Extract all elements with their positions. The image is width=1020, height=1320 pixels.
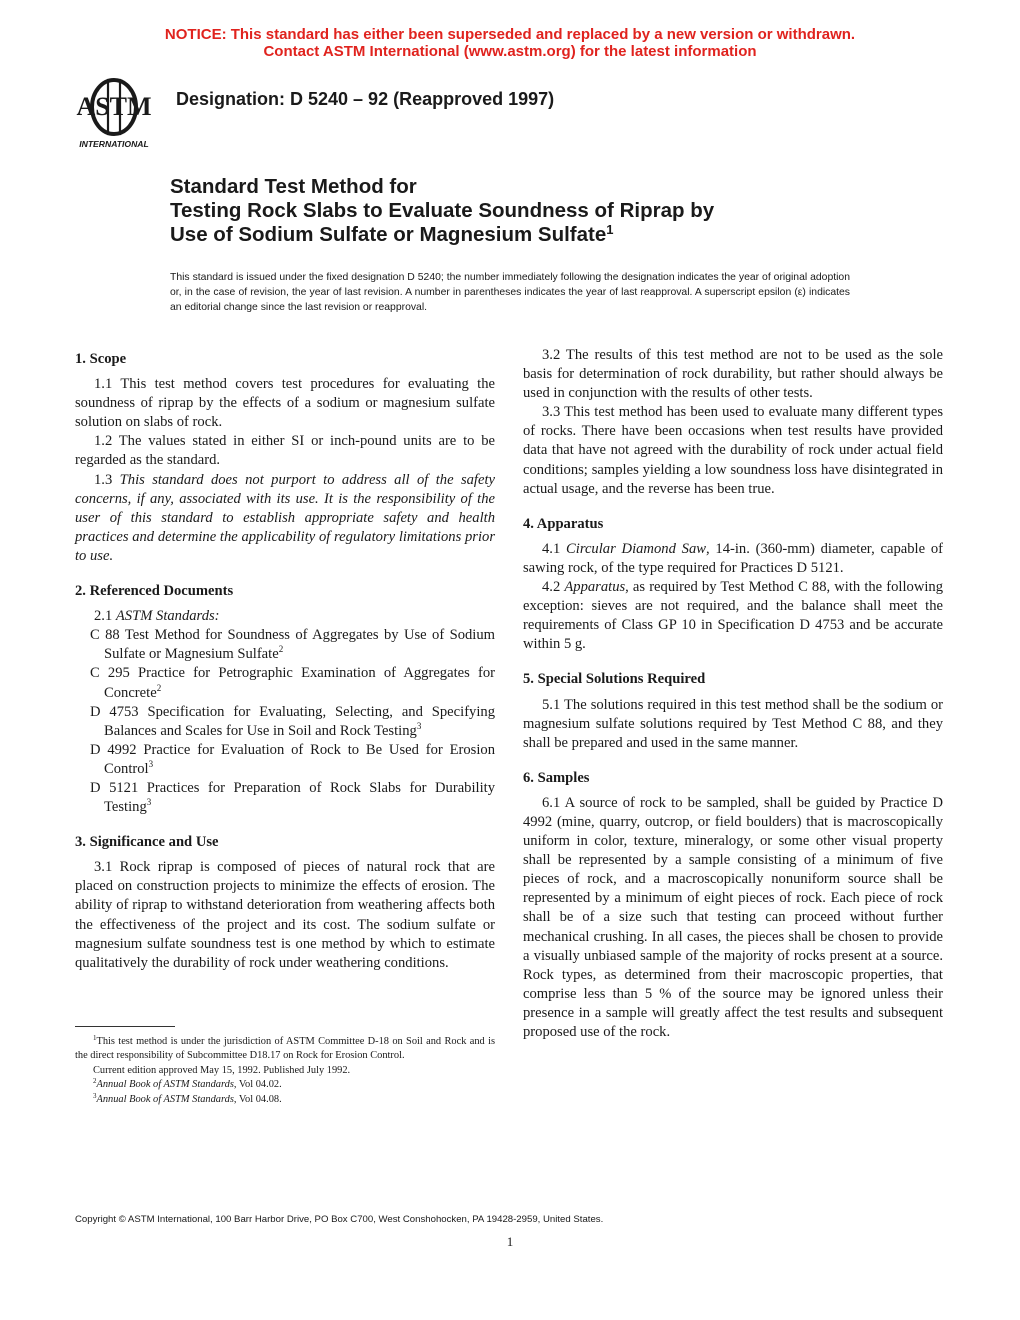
designation: Designation: D 5240 – 92 (Reapproved 1997) [176, 89, 555, 109]
footnote-3: $^3$Annual Book of ASTM Standards, Vol 04.08. [93, 1091, 282, 1105]
reference-item: D 4992 Practice for Evaluation of Rock to Be Used for Erosion Control$^3$ [90, 741, 495, 777]
section-heading-apparatus: 4. Apparatus [523, 515, 604, 532]
reference-item: C 88 Test Method for Soundness of Aggregates by Use of Sodium Sulfate or Magnesium Sulfate$^2$ [90, 627, 495, 663]
footnotes [75, 1035, 495, 1107]
footnote-2: $^2$Annual Book of ASTM Standards, Vol 04.02. [93, 1077, 282, 1091]
paragraph-6-1: 6.1 A source of rock to be sampled, shall be guided by Practice D 4992 (mine, quarry, outcrop, or field boulders) that is macroscopically uniform in color, texture, mineralogy, or some other visual property shall be represented by a sample consisting of a minimum of five pieces of rock, and a macroscopically nonuniform source shall be represented by a minimum of eight pieces of rock. Each piece of rock shall be of a size such that testing can proceed without further mechanical crushing. In all cases, the pieces shall be chosen to provide a visually unbiased sample of the majority of rocks present at a source. Rock types, as determined from their macroscopic properties, that comprise less than 5 % of the source may be ignored unless their presence in a sample will greatly affect the test results and subsequent proposed use of the rock. [523, 794, 943, 1040]
notice-line-2: Contact ASTM International (www.astm.org) for the latest information [263, 43, 757, 60]
footnote-1: $^1$This test method is under the jurisdiction of ASTM Committee D-18 on Soil and Rock and is the direct responsibility of Subcommittee D18.17 on Rock for Erosion Control. [75, 1034, 495, 1062]
section-heading-referenced-documents: 2. Referenced Documents [75, 583, 234, 600]
logo-text: ASTM [76, 92, 152, 121]
paragraph-3-1: 3.1 Rock riprap is composed of pieces of natural rock that are placed on construction projects to minimize the effects of erosion. The ability of riprap to withstand deterioration from weathering affects both the effectiveness of the project and its cost. The sodium sulfate or magnesium sulfate soundness test is one method by which to estimate qualitatively the durability of rock under weathering conditions. [75, 859, 495, 971]
paragraph-3-2: 3.2 The results of this test method are not to be used as the sole basis for determination of rock durability, but rather should always be used in conjunction with the results of other tests. [523, 347, 943, 402]
title-line-2: Testing Rock Slabs to Evaluate Soundness of Riprap by [170, 199, 715, 222]
reference-item: C 295 Practice for Petrographic Examination of Aggregates for Concrete$^2$ [90, 665, 495, 701]
notice-line-1: NOTICE: This standard has either been superseded and replaced by a new version or withdrawn. [164, 26, 856, 43]
notice-banner [0, 26, 1020, 60]
paragraph-1-1: 1.1 This test method covers test procedures for evaluating the soundness of riprap by the effects of a sodium or magnesium sulfate solution on slabs of rock. [75, 376, 495, 431]
title-line-3: Use of Sodium Sulfate or Magnesium Sulfate [170, 223, 607, 246]
copyright-notice: Copyright © ASTM International, 100 Barr Harbor Drive, PO Box C700, West Conshohocken, PA 19428-2959, United States. [75, 1214, 604, 1225]
title-line-1: Standard Test Method for [170, 175, 417, 198]
paragraph-1-3: 1.3 This standard does not purport to address all of the safety concerns, if any, associated with its use. It is the responsibility of the user of this standard to establish appropriate safety and health practices and determine the applicability of regulatory limitations prior to use. [75, 471, 495, 564]
section-heading-samples: 6. Samples [523, 769, 590, 786]
paragraph-4-1: 4.1 Circular Diamond Saw, 14-in. (360-mm) diameter, capable of sawing rock, of the type required for Practices D 5121. [523, 540, 943, 576]
reference-item: D 4753 Specification for Evaluating, Selecting, and Specifying Balances and Scales for Use in Soil and Rock Testing$^3$ [90, 703, 495, 739]
page-number: 1 [506, 1234, 514, 1249]
right-column [523, 346, 943, 1042]
footnote-1-edition: Current edition approved May 15, 1992. Published July 1992. [93, 1064, 351, 1076]
logo-subtext: INTERNATIONAL [79, 139, 149, 149]
left-column [75, 346, 495, 973]
document-title [170, 175, 870, 247]
reference-item: D 5121 Practices for Preparation of Rock Slabs for Durability Testing$^3$ [90, 779, 495, 816]
paragraph-2-1: 2.1 ASTM Standards: [94, 608, 220, 625]
paragraph-1-2: 1.2 The values stated in either SI or inch-pound units are to be regarded as the standard. [75, 433, 495, 469]
footnote-divider [75, 1026, 175, 1027]
section-heading-special-solutions: 5. Special Solutions Required [523, 671, 706, 688]
title-footnote-ref: 1 [606, 222, 614, 237]
astm-logo [64, 74, 164, 150]
issuance-note: This standard is issued under the fixed designation D 5240; the number immediately following the designation indicates the year of original adoption or, in the case of revision, the year of last revision. A number in parentheses indicates the year of last reapproval. A superscript epsilon (ε) indicates an editorial change since the last revision or reapproval. [170, 272, 850, 313]
paragraph-5-1: 5.1 The solutions required in this test method shall be the sodium or magnesium sulfate solutions required by Test Method C 88, and they shall be prepared and used in the same manner. [523, 696, 943, 751]
paragraph-4-2: 4.2 Apparatus, as required by Test Method C 88, with the following exception: sieves are not required, and the balance shall meet the requirements of Class GP 10 in Specification D 4753 and be accurate within 5 g. [523, 579, 944, 653]
section-heading-scope: 1. Scope [75, 351, 127, 367]
section-heading-significance: 3. Significance and Use [75, 834, 219, 851]
paragraph-3-3: 3.3 This test method has been used to evaluate many different types of rocks. There have been occasions when test results have provided data that have not agreed with the durability of rock under actual field conditions; samples yielding a low soundness loss have disintegrated in actual usage, and the reverse has been true. [523, 404, 943, 497]
